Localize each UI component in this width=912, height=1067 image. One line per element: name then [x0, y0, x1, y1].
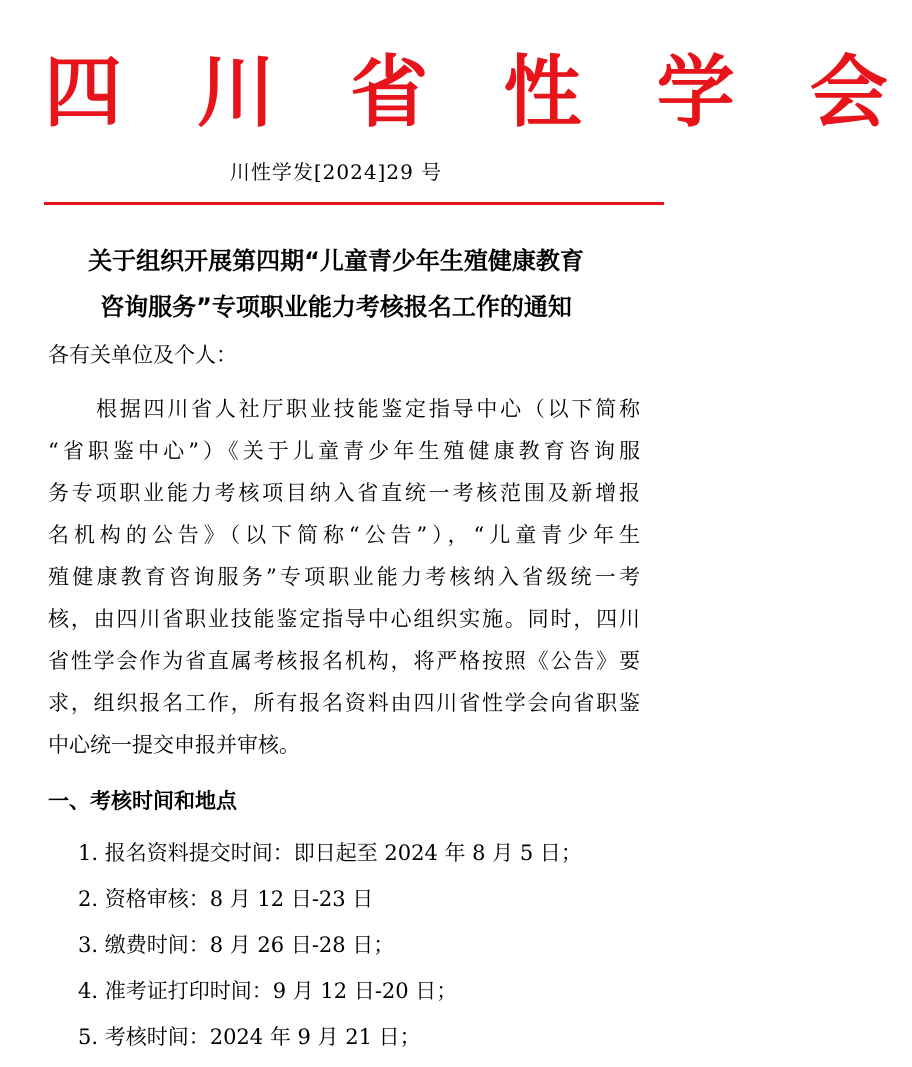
body-line: “省职鉴中心”）《关于儿童青少年生殖健康教育咨询服: [48, 439, 640, 463]
section-heading-schedule: 一、考核时间和地点: [48, 789, 237, 813]
document-number: 川性学发[2024]29 号: [229, 160, 443, 184]
body-line: 根据四川省人社厅职业技能鉴定指导中心（以下简称: [96, 397, 640, 421]
body-line: 中心统一提交申报并审核。: [48, 733, 300, 757]
schedule-item: 3. 缴费时间：8 月 26 日-28 日；: [78, 933, 395, 957]
schedule-list: [78, 836, 582, 1066]
notice-title-line-1: 关于组织开展第四期“儿童青少年生殖健康教育: [88, 247, 584, 275]
body-line: 务专项职业能力考核项目纳入省直统一考核范围及新增报: [48, 481, 640, 505]
org-name-header: 四 川 省 性 学 会: [44, 47, 912, 138]
schedule-item: 2. 资格审核：8 月 12 日-23 日: [78, 887, 374, 911]
schedule-item: 1. 报名资料提交时间：即日起至 2024 年 8 月 5 日；: [78, 841, 582, 865]
notice-title: [0, 238, 672, 330]
notice-title-line-2: 咨询服务”专项职业能力考核报名工作的通知: [100, 293, 572, 321]
salutation: 各有关单位及个人：: [48, 343, 237, 367]
red-divider-line: [44, 202, 664, 205]
schedule-item: 4. 准考证打印时间：9 月 12 日-20 日；: [78, 979, 458, 1003]
body-line: 殖健康教育咨询服务”专项职业能力考核纳入省级统一考: [48, 565, 640, 589]
body-line: 省性学会作为省直属考核报名机构，将严格按照《公告》要: [48, 649, 640, 673]
body-paragraph: [48, 388, 640, 766]
body-line: 核，由四川省职业技能鉴定指导中心组织实施。同时，四川: [48, 607, 640, 631]
body-line: 求，组织报名工作，所有报名资料由四川省性学会向省职鉴: [48, 691, 640, 715]
body-line: 名机构的公告》（以下简称“公告”），“儿童青少年生: [48, 523, 640, 547]
schedule-item: 5. 考核时间：2024 年 9 月 21 日；: [78, 1025, 421, 1049]
